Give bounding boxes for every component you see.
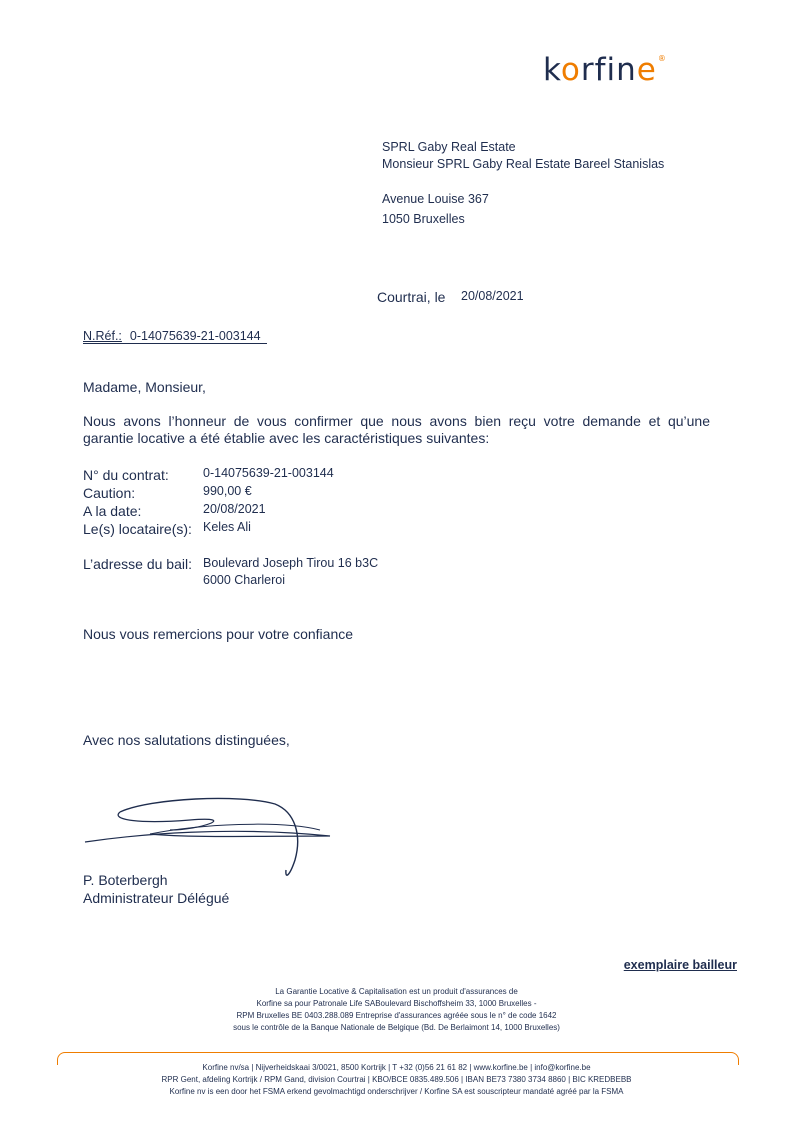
intro-paragraph: Nous avons l’honneur de vous confirmer que nous avons bien reçu votre demande et qu’une garantie locative a été établie avec les caractéristiques suivantes: [83,413,710,446]
footer-line-2: RPR Gent, afdeling Kortrijk / RPM Gand, division Courtrai | KBO/BCE 0835.489.506 | IBAN BE73 7380 3734 8860 | BIC KREDBEBB [161,1075,632,1084]
handwritten-signature [80,790,340,885]
reference-label: N.Réf.: [83,329,122,343]
date-label: A la date: [83,503,142,519]
logo-letter-e: e [636,52,657,88]
recipient-company: SPRL Gaby Real Estate [382,140,516,154]
logo-letters-rfin: rfin [580,52,637,88]
copy-tag: exemplaire bailleur [623,958,737,972]
place-label: Courtrai, le [377,289,446,305]
logo-letter-o: o [560,52,581,88]
signatory-name: P. Boterbergh [83,872,168,888]
footer-line-1: Korfine nv/sa | Nijverheidskaai 3/0021, 8500 Kortrijk | T +32 (0)56 21 61 82 | www.korfine.be | info@korfine.be [202,1063,591,1072]
legal-line-4: sous le contrôle de la Banque Nationale de Belgique (Bd. De Berlaimont 14, 1000 Bruxelles) [233,1023,560,1032]
contract-label: N° du contrat: [83,467,169,483]
recipient-street: Avenue Louise 367 [382,192,489,206]
lease-address-label: L’adresse du bail: [83,556,192,572]
salutation: Madame, Monsieur, [83,379,206,395]
closing-line: Avec nos salutations distinguées, [83,732,290,748]
deposit-value: 990,00 € [203,484,252,498]
tenant-value: Keles Ali [203,520,251,534]
legal-line-3: RPM Bruxelles BE 0403.288.089 Entreprise d'assurances agréée sous le n° de code 1642 [236,1011,557,1020]
signatory-title: Administrateur Délégué [83,890,230,906]
reference-value: 0-14075639-21-003144 [129,329,261,343]
recipient-city: 1050 Bruxelles [382,212,465,226]
footer-line-3: Korfine nv is een door het FSMA erkend gevolmachtigd onderschrijver / Korfine SA est souscripteur mandaté agréé par la FSMA [169,1087,624,1096]
deposit-label: Caution: [83,485,136,501]
logo-letter-k: k [543,52,561,88]
thanks-line: Nous vous remercions pour votre confiance [83,626,354,642]
reference-line [83,329,267,344]
legal-line-2: Korfine sa pour Patronale Life SABoulevard Bischoffsheim 33, 1000 Bruxelles - [256,999,537,1008]
date-value: 20/08/2021 [203,502,266,516]
contract-value: 0-14075639-21-003144 [203,466,334,480]
legal-line-1: La Garantie Locative & Capitalisation est un produit d'assurances de [275,987,518,996]
letter-date: 20/08/2021 [461,289,524,303]
registered-mark: ® [657,54,667,63]
lease-street: Boulevard Joseph Tirou 16 b3C [203,556,379,570]
recipient-contact: Monsieur SPRL Gaby Real Estate Bareel Stanislas [382,157,665,171]
lease-city: 6000 Charleroi [203,573,285,587]
korfine-logo [543,52,667,88]
tenant-label: Le(s) locataire(s): [83,521,192,537]
